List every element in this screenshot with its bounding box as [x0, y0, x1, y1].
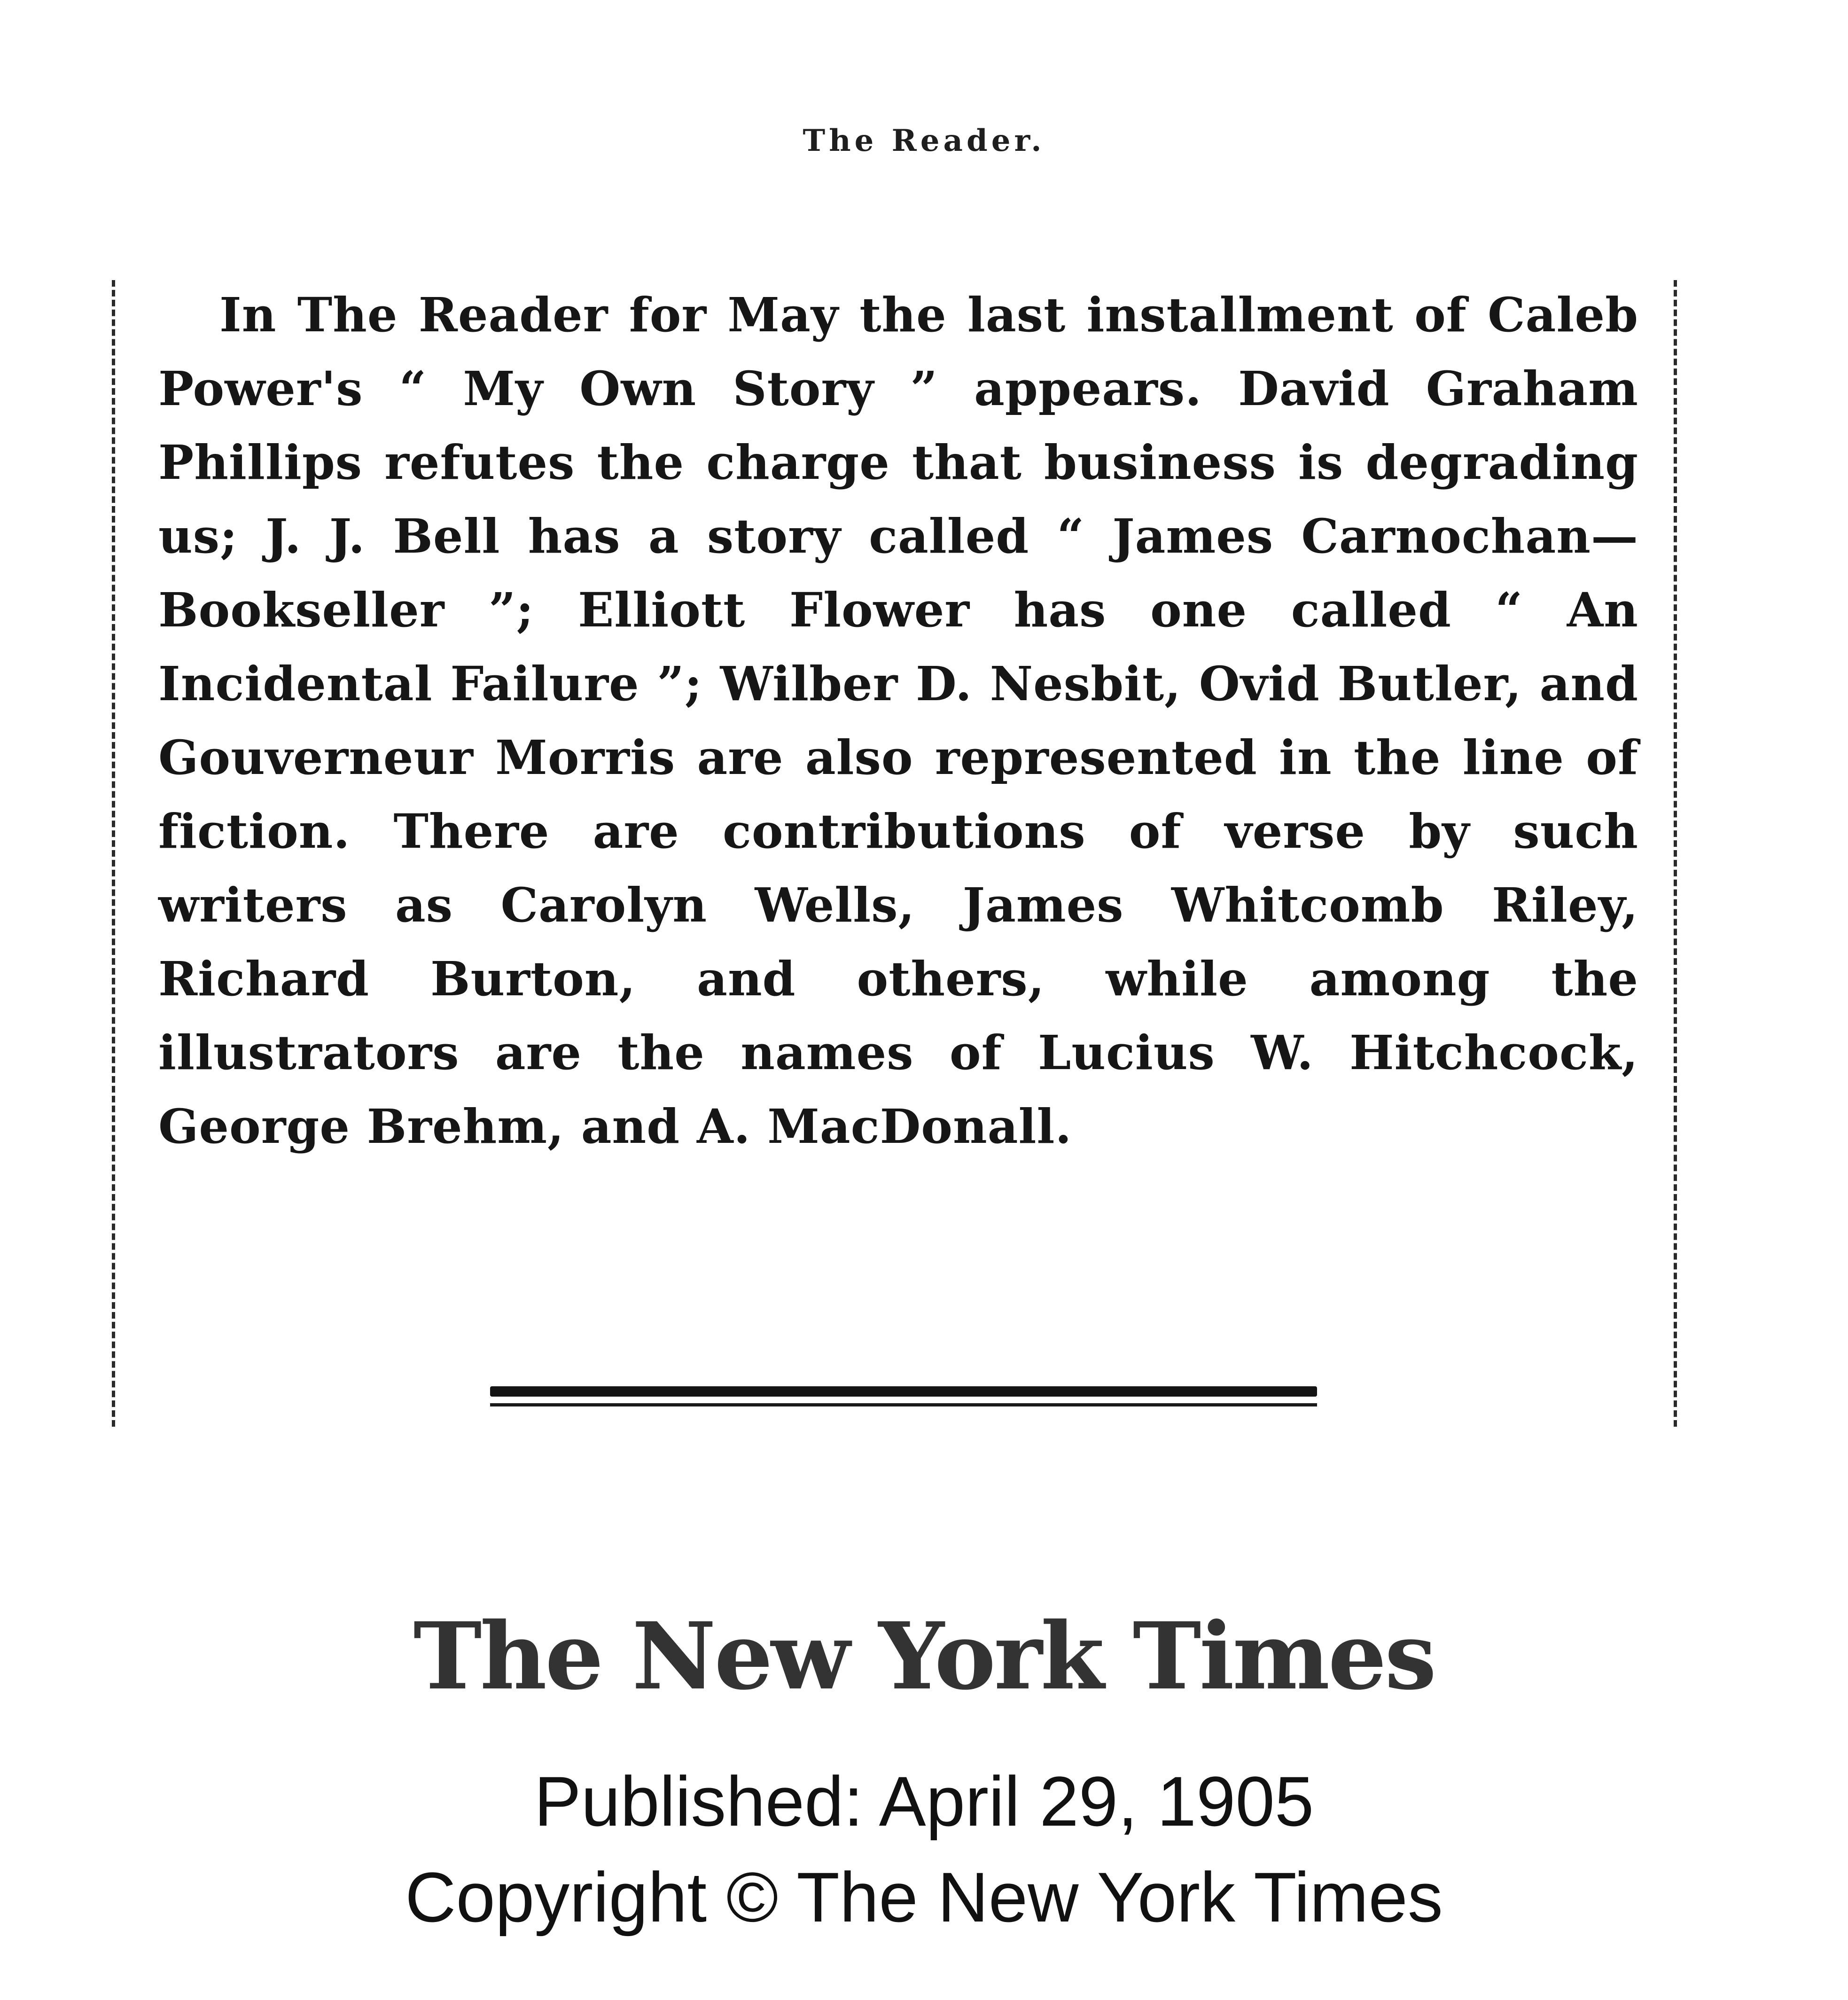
article-body: In The Reader for May the last installment of Caleb Power's “ My Own Story ” appears. David Graham Phillips refutes the charge that business is degrading us; J. J. Bell has a story called “ James Carnochan—Bookseller ”; Elliott Flower has one called “ An Incidental Failure ”; Wilber D. Nesbit, Ovid Butler, and Gouverneur Morris are also represented in the line of fiction. There are contributions of verse by such writers as Carolyn Wells, James Whitcomb Riley, Richard Burton, and others, while among the illustrators are the names of Lucius W. Hitchcock, George Brehm, and A. MacDonall. — [158, 287, 1638, 1154]
nyt-logo: The New York Times — [413, 1602, 1435, 1711]
end-rule-thin-line — [490, 1403, 1317, 1406]
article-headline: The Reader. — [803, 123, 1045, 158]
left-column-rule — [112, 280, 115, 1427]
end-of-article-rule — [490, 1386, 1317, 1406]
end-rule-thick-line — [490, 1386, 1317, 1397]
copyright-notice: Copyright © The New York Times — [405, 1858, 1443, 1937]
right-column-rule — [1674, 280, 1677, 1427]
published-date: Published: April 29, 1905 — [534, 1762, 1314, 1841]
